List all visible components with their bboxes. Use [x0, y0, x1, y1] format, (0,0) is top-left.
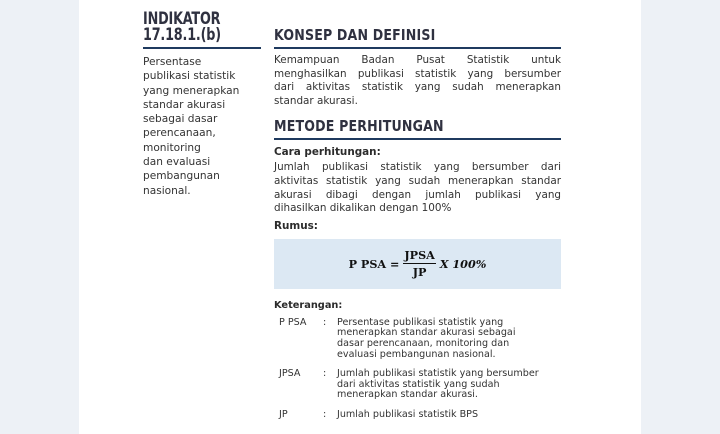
indicator-title-line2: 17.18.1.(b)	[143, 25, 221, 44]
keterangan-definition	[337, 410, 557, 421]
indicator-title-line1: INDIKATOR	[143, 9, 221, 28]
keterangan-row	[274, 410, 561, 421]
indicator-column	[143, 11, 261, 198]
indicator-description-line: Persentase	[143, 56, 202, 68]
keterangan-colon: :	[323, 408, 327, 420]
keterangan-line: menerapkan standar akurasi.	[337, 389, 478, 401]
keterangan-row	[274, 369, 561, 401]
konsep-line: Kemampuan Badan Pusat Statistik untuk	[274, 54, 561, 66]
formula-denominator: JP	[412, 265, 427, 280]
keterangan-colon: :	[323, 368, 327, 380]
indicator-description-line: yang menerapkan	[143, 84, 240, 97]
indicator-description-line: dan evaluasi	[143, 156, 211, 169]
keterangan-line: dasar perencanaan, monitoring dan	[337, 337, 510, 349]
konsep-paragraph	[274, 54, 561, 108]
cara-label: Cara perhitungan:	[274, 146, 381, 159]
document-page	[79, 0, 641, 434]
metode-divider	[274, 138, 561, 140]
cara-line: akurasi dibagi dengan jumlah publikasi yang	[274, 188, 561, 201]
keterangan-label: Keterangan:	[274, 299, 343, 311]
indicator-description	[143, 55, 261, 198]
keterangan-line: menerapkan standar akurasi sebagai	[337, 327, 516, 339]
keterangan-line: evaluasi pembangunan nasional.	[337, 348, 496, 360]
keterangan-key: JP	[279, 408, 288, 420]
konsep-line: dari aktivitas statistik yang sudah menerapkan	[274, 81, 561, 94]
cara-line: aktivitas statistik yang sudah menerapkan standar	[274, 174, 561, 187]
formula-lhs: P PSA =	[348, 256, 400, 271]
keterangan-line: Jumlah publikasi statistik BPS	[337, 408, 479, 420]
formula-box	[274, 239, 561, 289]
keterangan-key: JPSA	[279, 368, 301, 380]
indicator-description-line: monitoring	[143, 141, 201, 154]
konsep-line: standar akurasi.	[274, 94, 358, 107]
content-column	[274, 26, 561, 421]
indicator-description-line: nasional.	[143, 184, 191, 197]
keterangan-key: P PSA	[279, 316, 307, 328]
indicator-description-line: standar akurasi	[143, 98, 226, 111]
indicator-description-line: publikasi statistik	[143, 70, 236, 83]
cara-line: dihasilkan dikalikan dengan 100%	[274, 202, 452, 215]
formula-rhs: X 100%	[439, 256, 487, 271]
keterangan-line: Jumlah publikasi statistik yang bersumber	[337, 368, 539, 380]
keterangan-colon: :	[323, 316, 327, 328]
indicator-divider	[143, 47, 261, 49]
indicator-description-line: pembangunan	[143, 170, 220, 183]
cara-paragraph	[274, 161, 561, 215]
keterangan-definition	[337, 318, 557, 360]
rumus-label: Rumus:	[274, 219, 318, 232]
indicator-description-line: perencanaan,	[143, 127, 216, 140]
konsep-line: menghasilkan publikasi statistik yang bersumber	[274, 67, 561, 80]
keterangan-row	[274, 318, 561, 360]
keterangan-line: Persentase publikasi statistik yang	[337, 316, 504, 328]
formula-numerator: JPSA	[404, 248, 435, 263]
konsep-divider	[274, 47, 561, 49]
keterangan-line: dari aktivitas statistik yang sudah	[337, 378, 500, 390]
indicator-description-line: sebagai dasar	[143, 113, 218, 126]
keterangan-definition	[337, 369, 557, 401]
metode-heading: METODE PERHITUNGAN	[274, 117, 444, 136]
formula-fraction	[403, 248, 435, 279]
cara-line: Jumlah publikasi statistik yang bersumber dari	[274, 161, 561, 174]
konsep-heading: KONSEP DAN DEFINISI	[274, 26, 436, 44]
